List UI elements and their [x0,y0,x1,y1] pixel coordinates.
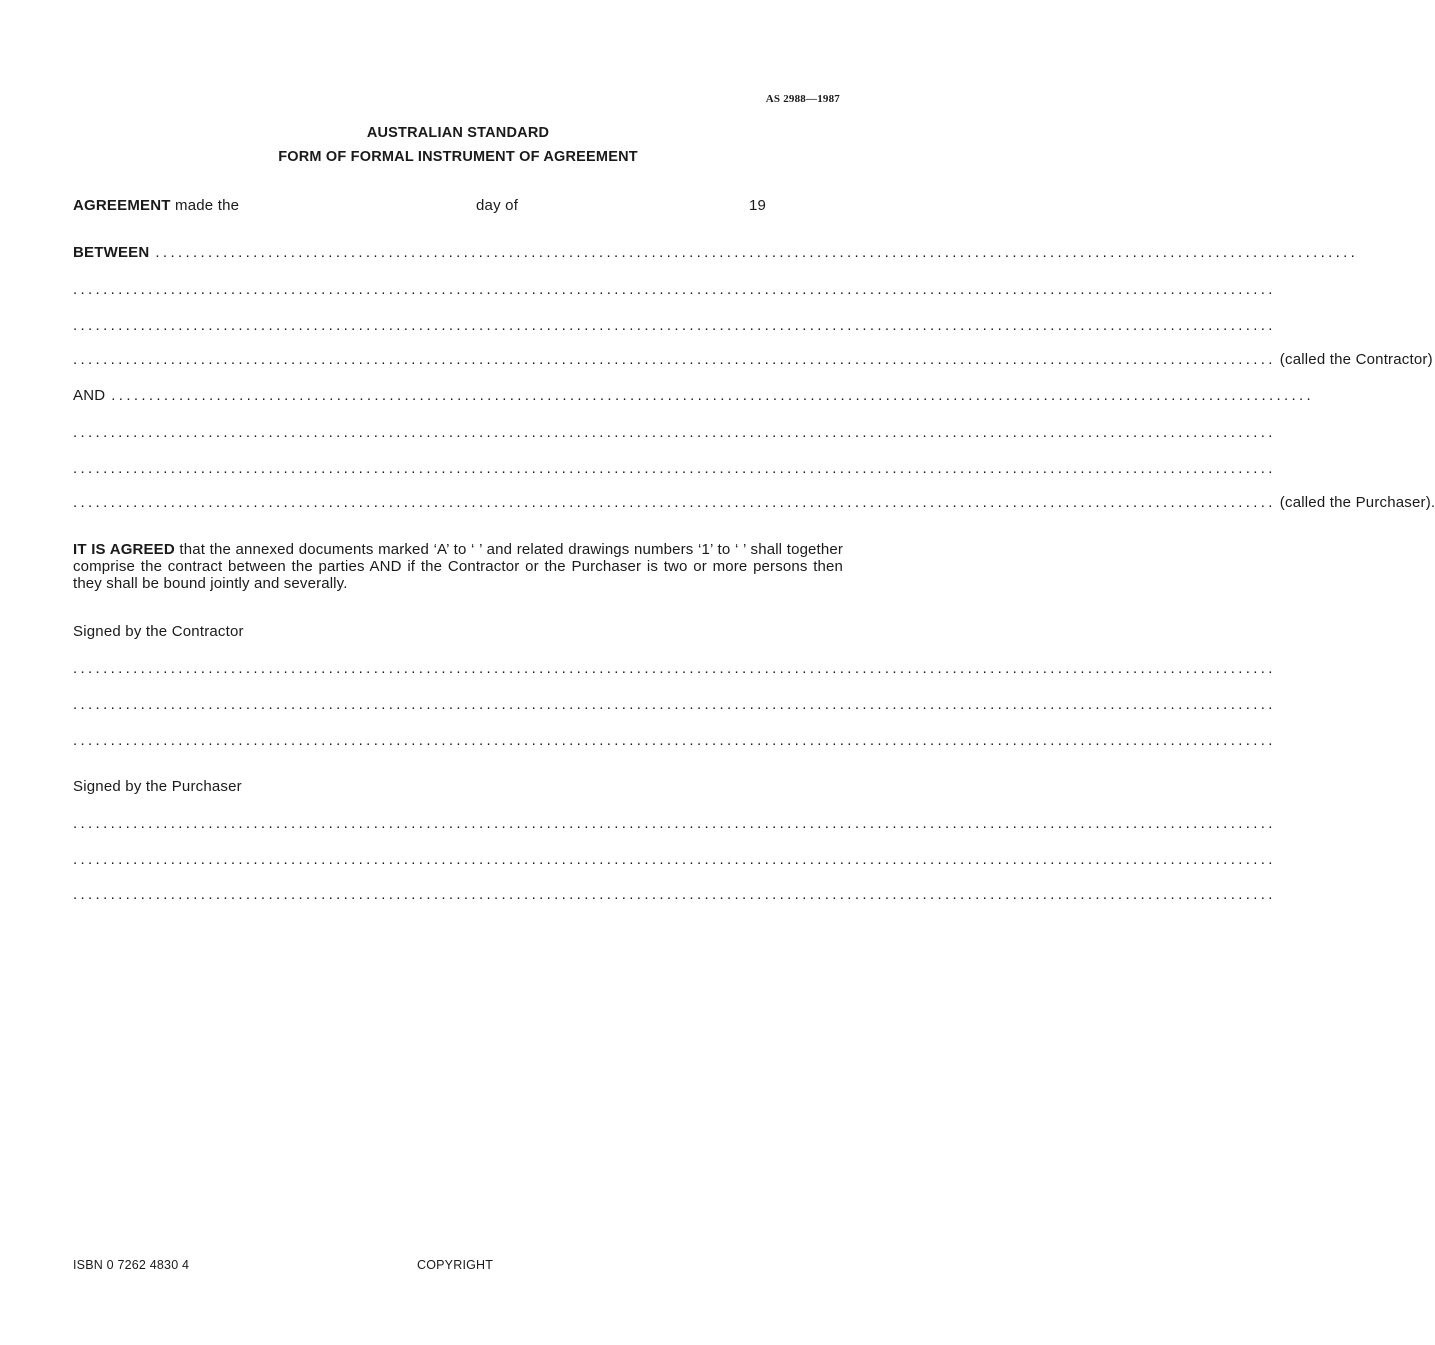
dotted-fill: ................................................................................................................................................................ [111,387,1315,404]
agreement-clause [73,541,843,592]
dotted-fill: ................................................................................................................................................................ [73,351,1276,368]
dotted-fill: ................................................................................................................................................................ [73,851,1276,868]
dotted-fill: ................................................................................................................................................................ [73,460,1276,477]
contractor-signature-line-3 [73,732,1276,752]
copyright-text: COPYRIGHT [417,1258,494,1272]
and-line-2 [73,424,1276,444]
purchaser-line [73,494,1435,514]
purchaser-signature-line-2 [73,851,1276,871]
and-line [73,387,1315,407]
agreement-made-line [73,197,239,214]
contractor-signature-line-1 [73,660,1276,680]
and-line-3 [73,460,1276,480]
dotted-fill: ................................................................................................................................................................ [73,494,1276,511]
and-label: AND [73,387,106,404]
standard-number: AS 2988—1987 [765,93,840,105]
dotted-fill: ................................................................................................................................................................ [73,886,1276,903]
dotted-fill: ................................................................................................................................................................ [73,732,1276,749]
between-line-2 [73,281,1276,301]
dotted-fill: ................................................................................................................................................................ [73,696,1276,713]
between-line-3 [73,317,1276,337]
document-title: AUSTRALIAN STANDARD [366,125,550,141]
dotted-fill: ................................................................................................................................................................ [73,317,1276,334]
purchaser-suffix: (called the Purchaser). [1279,494,1435,511]
purchaser-signature-line-3 [73,886,1276,906]
between-line [73,244,1359,264]
signed-purchaser-label: Signed by the Purchaser [73,778,242,795]
isbn-text: ISBN 0 7262 4830 4 [73,1258,190,1272]
contractor-suffix: (called the Contractor) [1279,351,1433,368]
made-the-text: made the [175,197,240,214]
contractor-signature-line-2 [73,696,1276,716]
document-subtitle: FORM OF FORMAL INSTRUMENT OF AGREEMENT [278,149,638,165]
it-is-agreed-label: IT IS AGREED [73,541,175,558]
between-label: BETWEEN [73,244,150,261]
dotted-fill: ................................................................................................................................................................ [73,660,1276,677]
dotted-fill: ................................................................................................................................................................ [155,244,1359,261]
purchaser-signature-line-1 [73,815,1276,835]
dotted-fill: ................................................................................................................................................................ [73,424,1276,441]
dotted-fill: ................................................................................................................................................................ [73,815,1276,832]
year-prefix: 19 [749,197,767,214]
dotted-fill: ................................................................................................................................................................ [73,281,1276,298]
day-of-text: day of [476,197,519,214]
signed-contractor-label: Signed by the Contractor [73,623,244,640]
agreement-label: AGREEMENT [73,197,171,214]
contractor-line [73,351,1433,371]
agreement-clause-text: that the annexed documents marked ‘A’ to ‘ ’ and related drawings numbers ‘1’ to ‘ ’ shall together comprise the contract between the parties AND if the Contractor or the Purchaser is two or more persons then they shall be bound jointly and severally. [73,541,843,592]
